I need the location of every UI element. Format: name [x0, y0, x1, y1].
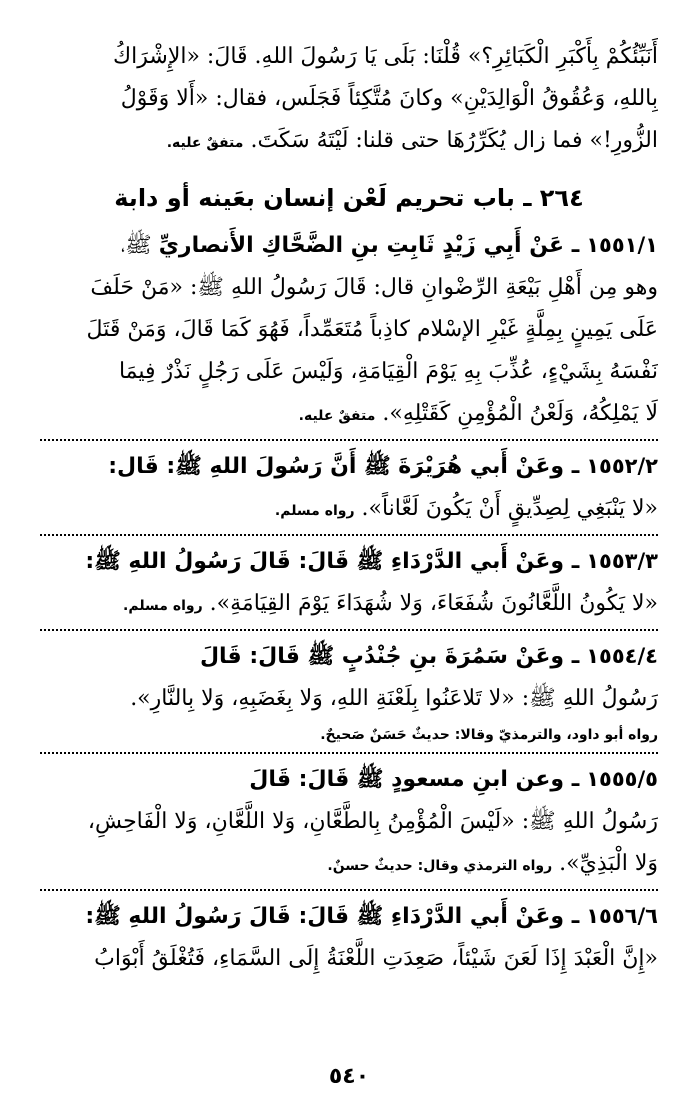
hadith-1-line-1: وهو مِن أَهْلِ بَيْعَةِ الرِّضْوانِ قال: قَالَ رَسُولُ اللهِ ﷺ: «مَنْ حَلَفَ: [90, 275, 658, 300]
hadith-1-line-4-text: لَا يَمْلِكُهُ، وَلَعْنُ الْمُؤْمِنِ كَقَتْلِهِ».: [382, 401, 658, 426]
hadith-5-number: ١٥٥٥/٥: [586, 767, 658, 791]
hadith-2-note: رواه مسلم.: [274, 503, 355, 519]
hadith-3-line-1: [40, 583, 658, 627]
hadith-5-line-1: رَسُولُ اللهِ ﷺ: «لَيْسَ الْمُؤْمِنُ بِالطَّعَّانِ، وَلا اللَّعَّانِ، وَلا الْفَاحِشِ،: [87, 809, 658, 834]
hadith-5: [40, 758, 658, 887]
hadith-3-note: رواه مسلم.: [123, 598, 203, 614]
hadith-2-line-1-text: «لا يَنْبَغِي لِصِدِّيقٍ أَنْ يَكُونَ لَعَّاناً».: [361, 496, 658, 521]
divider: [40, 439, 658, 441]
hadith-4-narrator: ـ وعَنْ سَمُرَةَ بنِ جُنْدُبٍ ﷺ قَالَ: قَالَ: [199, 644, 580, 669]
hadith-5-opening: [40, 758, 658, 801]
hadith-3-number: ١٥٥٣/٣: [586, 549, 658, 573]
divider: [40, 534, 658, 536]
hadith-1-line-2: عَلَى يَمِينٍ بِمِلَّةٍ غَيْرِ الإسْلام كاذِباً مُتَعَمِّداً، فَهُوَ كَمَا قَالَ، وَمَنْ قَتَلَ: [86, 317, 658, 342]
intro-line-3: [40, 120, 658, 164]
hadith-4-note: رواه أبو داود، والترمذيّ وقالا: حديثٌ حَسَنٌ صَحيحٌ.: [320, 727, 658, 743]
hadith-5-note: رواه الترمذي وقال: حديثٌ حسنٌ.: [327, 858, 553, 874]
intro-line-1: أَنَبِّئُكُمْ بِأَكْبَرِ الْكَبَائِرِ؟» قُلْنَا: بَلَى يَا رَسُولَ اللهِ. قَالَ: «الإِشْرَاكُ: [113, 44, 658, 69]
page-number: ٥٤٠: [328, 1064, 370, 1089]
hadith-2-number: ١٥٥٢/٢: [586, 454, 658, 478]
divider: [40, 629, 658, 631]
hadith-1-line-4: [40, 393, 658, 437]
hadith-3: [40, 540, 658, 627]
hadith-6-narrator: ـ وعَنْ أَبي الدَّرْدَاءِ ﷺ قَالَ: قَالَ رَسُولُ اللهِ ﷺ:: [85, 904, 580, 929]
hadith-4-number: ١٥٥٤/٤: [586, 644, 658, 668]
hadith-1-narrator: ـ عَنْ أَبِي زَيْدٍ ثَابِتِ بنِ الضَّحَّاكِ الأَنصاريِّ: [158, 233, 580, 258]
intro-line-3-text: الزُّورِ!» فما زال يُكَرِّرُهَا حتى قلنا: لَيْتَهُ سَكَتَ.: [250, 128, 658, 153]
hadith-1-opening: [40, 224, 658, 267]
hadith-1-number: ١٥٥١/١: [586, 233, 658, 257]
hadith-2-narrator: ـ وعَنْ أَبي هُرَيْرَةَ ﷺ أَنَّ رَسُولَ اللهِ ﷺ: قَال:: [108, 454, 580, 479]
hadith-2-opening: [40, 445, 658, 488]
hadith-4-line-1: رَسُولُ اللهِ ﷺ: «لا تَلاعَنُوا بِلَعْنَةِ اللهِ، وَلا بِغَضَبِهِ، وَلا بِالنَّارِ».: [130, 686, 658, 711]
intro-note: متفقٌ عليه.: [166, 135, 244, 151]
hadith-1-blessing: ﷺ،: [120, 233, 152, 258]
hadith-1-line-3: نَفْسَهُ بِشَيْءٍ، عُذِّبَ بِهِ يَوْمَ الْقِيَامَةِ، وَلَيْسَ عَلَى رَجُلٍ نَذْرٌ فِيمَا: [118, 359, 658, 384]
hadith-5-line-2-text: وَلا الْبَذِيِّ».: [559, 851, 658, 876]
hadith-1-note: متفقٌ عليه.: [298, 408, 376, 424]
divider: [40, 752, 658, 754]
intro-line-2: بِاللهِ، وَعُقُوقُ الْوَالِدَيْنِ» وكانَ مُتَّكِئاً فَجَلَس، فقال: «أَلا وَقَوْلُ: [120, 86, 658, 111]
hadith-4-opening: [40, 635, 658, 678]
hadith-3-line-1-text: «لا يَكُونُ اللَّعَّانُونَ شُفَعَاءَ، وَلا شُهَدَاءَ يَوْمَ القِيَامَةِ».: [209, 591, 658, 616]
chapter-heading: ٢٦٤ ـ باب تحريم لَعْن إنسان بعَينه أو دابة: [114, 184, 584, 212]
hadith-5-line-2: [40, 843, 658, 887]
hadith-4: [40, 635, 658, 750]
hadith-6-line-1: «إِنَّ الْعَبْدَ إِذَا لَعَنَ شَيْئاً، صَعِدَتِ اللَّعْنَةُ إِلَى السَّمَاءِ، فَتُغْلَقُ أَبْوَابُ: [94, 946, 658, 971]
divider: [40, 889, 658, 891]
hadith-5-narrator: ـ وعن ابنِ مسعودٍ ﷺ قَالَ: قَالَ: [249, 767, 580, 792]
hadith-2: [40, 445, 658, 532]
hadith-3-narrator: ـ وعَنْ أَبي الدَّرْدَاءِ ﷺ قَالَ: قَالَ رَسُولُ اللهِ ﷺ:: [85, 549, 580, 574]
hadith-6: [40, 895, 658, 980]
intro-paragraph: [40, 36, 658, 164]
hadith-2-line-1: [40, 488, 658, 532]
hadith-6-opening: [40, 895, 658, 938]
hadith-3-opening: [40, 540, 658, 583]
hadith-6-number: ١٥٥٦/٦: [586, 904, 658, 928]
hadith-1: [40, 224, 658, 437]
